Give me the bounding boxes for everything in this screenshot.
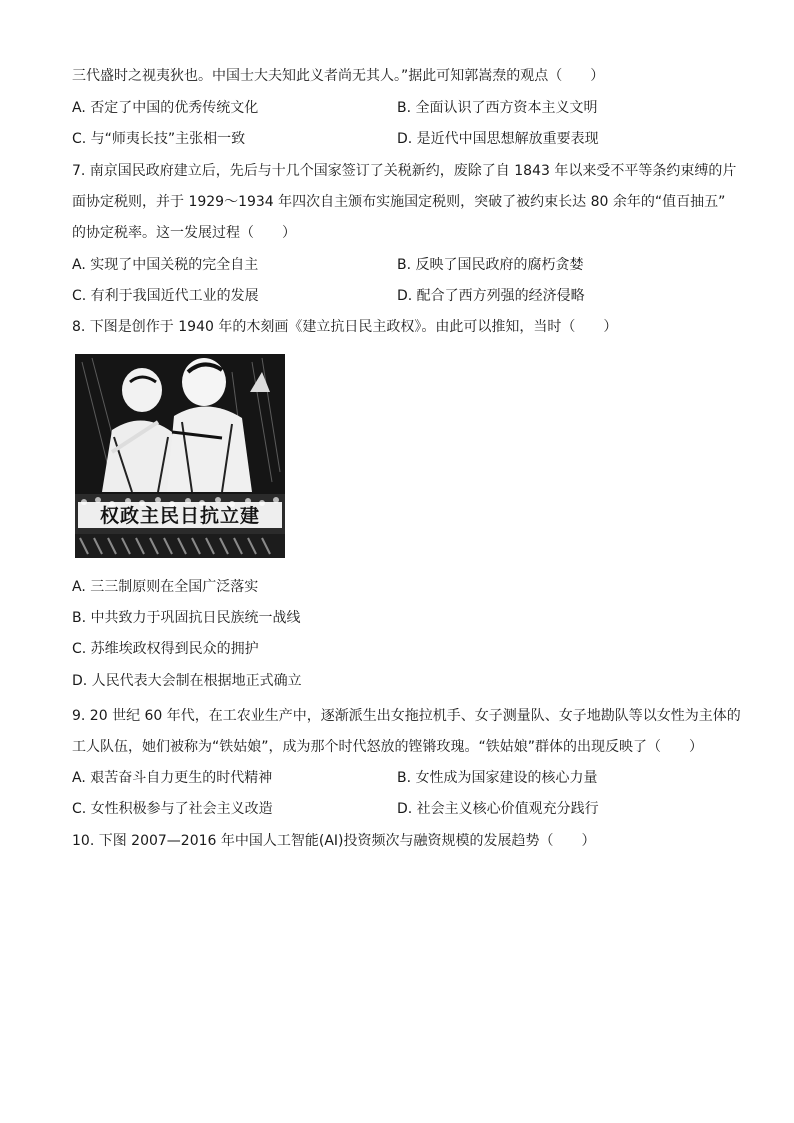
q7-stem-line-1: 7. 南京国民政府建立后，先后与十几个国家签订了关税新约，废除了自 1843 年以来受不平等条约束缚的片 [72, 163, 737, 179]
q9-option-d: D. 社会主义核心价值观充分践行 [397, 801, 599, 817]
woodcut-caption: 权政主民日抗立建 [99, 505, 261, 527]
q6-stem-tail: 三代盛时之视夷狄也。中国士大夫知此义者尚无其人。”据此可知郭嵩焘的观点（ ） [72, 68, 605, 84]
q8-option-a: A. 三三制原则在全国广泛落实 [72, 579, 259, 595]
q6-option-c: C. 与“师夷长技”主张相一致 [72, 131, 246, 147]
q6-option-d: D. 是近代中国思想解放重要表现 [397, 131, 599, 147]
q7-stem-line-3: 的协定税率。这一发展过程（ ） [72, 225, 296, 241]
q6-option-a: A. 否定了中国的优秀传统文化 [72, 100, 259, 116]
q8-stem: 8. 下图是创作于 1940 年的木刻画《建立抗日民主政权》。由此可以推知，当时（ ） [72, 319, 618, 335]
woodcut-image [72, 352, 288, 562]
q6-option-b: B. 全面认识了西方资本主义文明 [397, 100, 598, 116]
q8-option-c: C. 苏维埃政权得到民众的拥护 [72, 641, 259, 657]
q8-option-d: D. 人民代表大会制在根据地正式确立 [72, 673, 302, 689]
q7-stem-line-2: 面协定税则，并于 1929～1934 年四次自主颁布实施国定税则，突破了被约束长达 80 余年的“值百抽五” [72, 194, 726, 210]
q8-option-b: B. 中共致力于巩固抗日民族统一战线 [72, 610, 301, 626]
q9-option-c: C. 女性积极参与了社会主义改造 [72, 801, 273, 817]
q7-option-b: B. 反映了国民政府的腐朽贪婪 [397, 257, 584, 273]
q9-stem-line-2: 工人队伍，她们被称为“铁姑娘”，成为那个时代怒放的铿锵玫瑰。“铁姑娘”群体的出现反映了（ ） [72, 739, 704, 755]
q7-option-d: D. 配合了西方列强的经济侵略 [397, 288, 585, 304]
q9-option-b: B. 女性成为国家建设的核心力量 [397, 770, 598, 786]
q9-stem-line-1: 9. 20 世纪 60 年代，在工农业生产中，逐渐派生出女拖拉机手、女子测量队、女子地勘队等以女性为主体的 [72, 708, 741, 724]
q9-option-a: A. 艰苦奋斗自力更生的时代精神 [72, 770, 273, 786]
q7-option-a: A. 实现了中国关税的完全自主 [72, 257, 259, 273]
q7-option-c: C. 有利于我国近代工业的发展 [72, 288, 259, 304]
q10-stem: 10. 下图 2007—2016 年中国人工智能(AI)投资频次与融资规模的发展趋势（ ） [72, 833, 596, 849]
